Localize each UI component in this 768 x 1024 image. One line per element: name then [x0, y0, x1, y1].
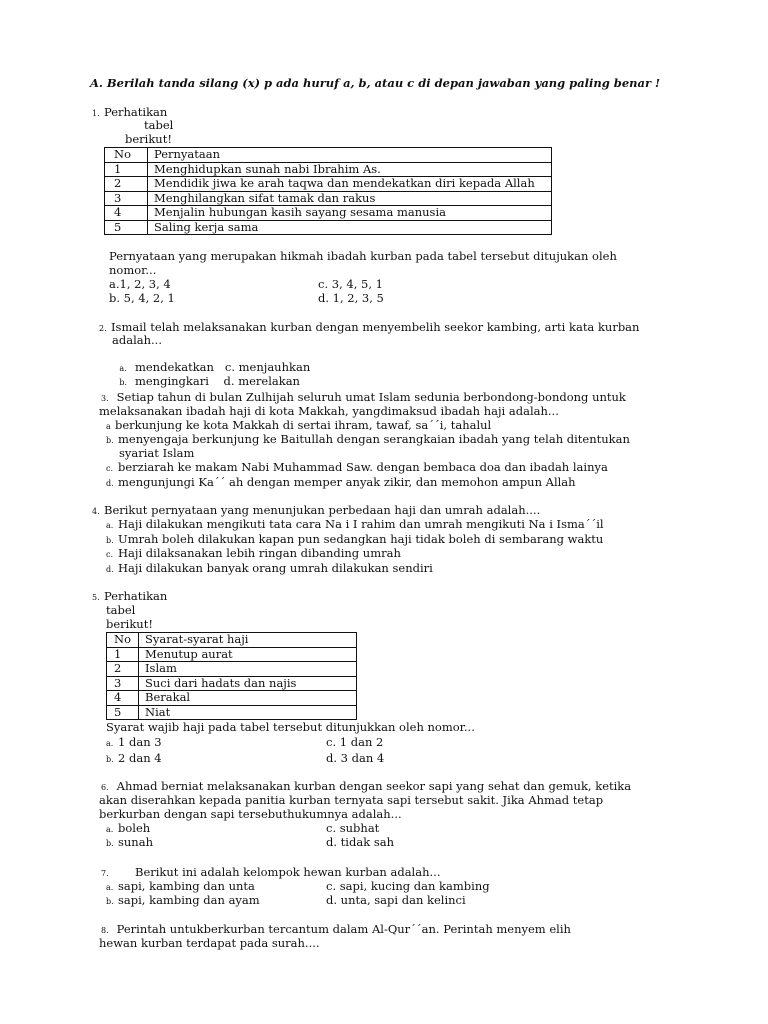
q3-question-line-2: melaksanakan ibadah haji di kota Makkah, yangdimaksud ibadah haji adalah...	[99, 404, 559, 418]
q1-question-line-2: nomor...	[109, 263, 157, 277]
instruction-heading: A. Berilah tanda silang (x) p ada huruf a, b, atau c di depan jawaban yang paling benar !	[90, 76, 661, 90]
question-3: 3. Setiap tahun di bulan Zulhijah seluruh umat Islam sedunia berbondong-bondong untuk	[101, 390, 626, 404]
q6-option-a[interactable]: a. boleh	[106, 821, 151, 835]
question-4: 4. Berikut pernyataan yang menunjukan perbedaan haji dan umrah adalah....	[92, 503, 541, 517]
table-row: 3 Suci dari hadats dan najis	[107, 676, 357, 691]
q1-option-d[interactable]: d. 1, 2, 3, 5	[318, 291, 384, 305]
q7-option-b[interactable]: b. sapi, kambing dan ayam	[106, 893, 260, 907]
q1-option-b[interactable]: b. 5, 4, 2, 1	[109, 291, 175, 305]
table-row: 3 Menghilangkan sifat tamak dan rakus	[105, 191, 552, 206]
q6-option-b[interactable]: b. sunah	[106, 835, 153, 849]
table-row: 5 Saling kerja sama	[105, 220, 552, 235]
q2-question-line-2: adalah...	[112, 333, 162, 347]
table-row: 2 Mendidik jiwa ke arah taqwa dan mendekatkan diri kepada Allah	[105, 177, 552, 192]
q1-table	[104, 147, 552, 235]
q5-option-c[interactable]: c. 1 dan 2	[326, 735, 384, 749]
q2-options-row-2[interactable]: b. mengingkari d. merelakan	[119, 374, 300, 388]
q3-option-b-continued: syariat Islam	[119, 446, 195, 460]
q8-question-line-2: hewan kurban terdapat pada surah....	[99, 936, 320, 950]
q1-option-a[interactable]: a.1, 2, 3, 4	[109, 277, 171, 291]
q5-option-b[interactable]: b. 2 dan 4	[106, 751, 162, 765]
question-7: 7. Berikut ini adalah kelompok hewan kurban adalah...	[101, 865, 441, 879]
q6-question-line-2: akan diserahkan kepada panitia kurban ternyata sapi tersebut sakit. Jika Ahmad tetap	[99, 793, 604, 807]
q4-option-a[interactable]: a. Haji dilakukan mengikuti tata cara Na i I rahim dan umrah mengikuti Na i Isma´´il	[106, 517, 604, 531]
q1-intro-line-2: tabel	[144, 118, 174, 132]
q1-intro-line-3: berikut!	[125, 132, 172, 146]
q6-option-c[interactable]: c. subhat	[326, 821, 380, 835]
q3-option-c[interactable]: c. berziarah ke makam Nabi Muhammad Saw. dengan bembaca doa dan ibadah lainya	[106, 460, 608, 474]
table-row: 4 Menjalin hubungan kasih sayang sesama manusia	[105, 206, 552, 221]
q5-option-d[interactable]: d. 3 dan 4	[326, 751, 385, 765]
table-row: 5 Niat	[107, 705, 357, 720]
question-8: 8. Perintah untukberkurban tercantum dalam Al-Qur´´an. Perintah menyem elih	[101, 922, 571, 936]
table-row: 1 Menghidupkan sunah nabi Ibrahim As.	[105, 162, 552, 177]
table-row: 4 Berakal	[107, 691, 357, 706]
q4-option-b[interactable]: b. Umrah boleh dilakukan kapan pun sedangkan haji tidak boleh di sembarang waktu	[106, 532, 604, 546]
q5-option-a[interactable]: a. 1 dan 3	[106, 735, 162, 749]
q3-option-a[interactable]: a berkunjung ke kota Makkah di sertai ihram, tawaf, sa´´i, tahalul	[106, 418, 492, 432]
question-2: 2. Ismail telah melaksanakan kurban dengan menyembelih seekor kambing, arti kata kurban	[99, 320, 640, 334]
q3-option-d[interactable]: d. mengunjungi Ka´´ ah dengan memper anyak zikir, dan memohon ampun Allah	[106, 475, 576, 489]
q5-table	[106, 632, 357, 720]
q6-option-d[interactable]: d. tidak sah	[326, 835, 394, 849]
question-1: 1. Perhatikan	[92, 105, 168, 119]
q1-question-line-1: Pernyataan yang merupakan hikmah ibadah kurban pada tabel tersebut ditujukan oleh	[109, 249, 617, 263]
table-row: 1 Menutup aurat	[107, 647, 357, 662]
q6-question-line-3: berkurban dengan sapi tersebuthukumnya adalah...	[99, 807, 402, 821]
q7-option-c[interactable]: c. sapi, kucing dan kambing	[326, 879, 490, 893]
q5-intro-line-3: berikut!	[106, 617, 153, 631]
table-row: 2 Islam	[107, 662, 357, 677]
table-header-row: No Pernyataan	[105, 148, 552, 163]
table-header-row: No Syarat-syarat haji	[107, 633, 357, 648]
q2-options-row-1[interactable]: a. mendekatkan c. menjauhkan	[119, 360, 311, 374]
q7-option-a[interactable]: a. sapi, kambing dan unta	[106, 879, 255, 893]
q1-option-c[interactable]: c. 3, 4, 5, 1	[318, 277, 383, 291]
question-5: 5. Perhatikan	[92, 589, 168, 603]
q5-question: Syarat wajib haji pada tabel tersebut ditunjukkan oleh nomor...	[106, 720, 475, 734]
q7-option-d[interactable]: d. unta, sapi dan kelinci	[326, 893, 466, 907]
question-6: 6. Ahmad berniat melaksanakan kurban dengan seekor sapi yang sehat dan gemuk, ketika	[101, 779, 632, 793]
q4-option-d[interactable]: d. Haji dilakukan banyak orang umrah dilakukan sendiri	[106, 561, 433, 575]
q4-option-c[interactable]: c. Haji dilaksanakan lebih ringan dibanding umrah	[106, 546, 401, 560]
q3-option-b[interactable]: b. menyengaja berkunjung ke Baitullah dengan serangkaian ibadah yang telah ditentukan	[106, 432, 630, 446]
q5-intro-line-2: tabel	[106, 603, 136, 617]
